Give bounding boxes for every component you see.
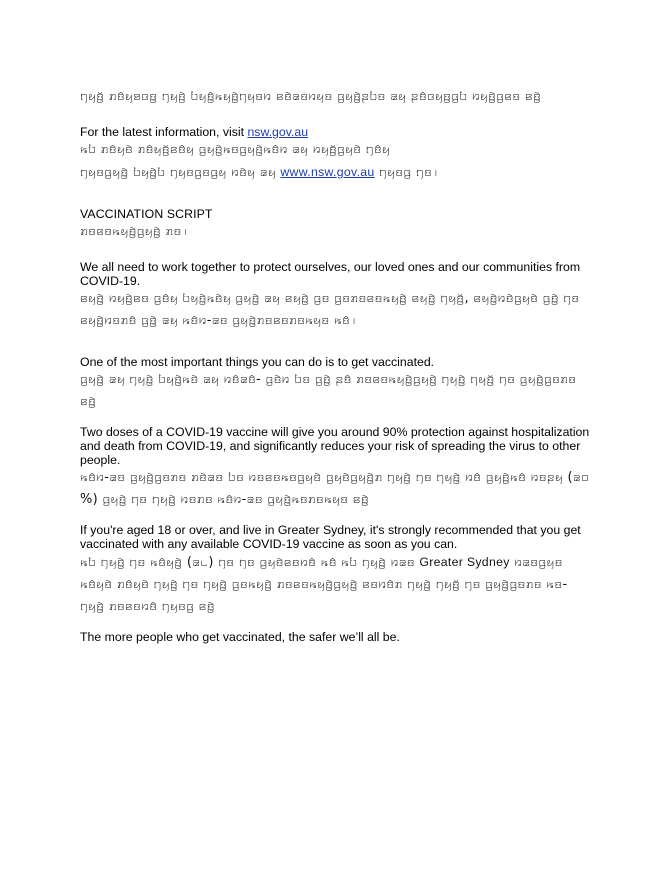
vaccination-heading-en: VACCINATION SCRIPT <box>80 207 213 221</box>
paragraph-4-en: If you're aged 18 or over, and live in Greater Sydney, it's strongly recommended that you get vaccinated with any available COVID-19 vaccine as soon as you can. <box>80 523 581 551</box>
paragraph-2-native: ꤞꤟꤢꤧ꤭ ꤘꤟ ꤚꤟꤢꤧ꤭ ꤝꤟꤢꤧ꤭ꤒꤢꤧ ꤘꤟ ꤙꤢꤨꤘꤢꤨ- ꤞꤢꤧꤙ ꤝꤢ ꤞꤢꤧ꤭ ꤔꤢꤨ ꤊꤢꤕꤢꤒꤟꤢꤧ꤭ꤞꤟꤢꤧ꤭ ꤚꤟꤢꤧ꤭ ꤚꤟꤢꤩ꤬ ꤚꤢ ꤞꤟꤢꤧ꤭ꤞꤢꤊꤢ ꤕꤢꤧ꤭ <box>80 372 577 409</box>
paragraph-3-native: ꤒꤢꤨꤙ-ꤘꤢ ꤞꤟꤢꤧ꤭ꤞꤢꤊꤢ ꤊꤢꤧꤘꤢ ꤝꤢ ꤙꤢꤕꤢꤒꤢꤞꤟꤢꤧ ꤞꤟꤢꤧꤞꤟꤢꤧ꤭ꤊ ꤚꤟꤢꤧ꤭ ꤚꤢ ꤚꤟꤢꤧ꤭ ꤙꤢꤨ ꤞꤟꤢꤧ꤭ꤒꤢꤨ ꤙꤢꤔꤟ (꤁꤀ %) ꤞꤟꤢꤧ꤭ ꤚꤢ ꤚꤟꤢꤧ꤭ ꤙꤢꤊꤢ ꤒꤢꤨꤙ-ꤘꤢ ꤞꤟꤢꤧ꤭ꤒꤢꤊꤢꤒꤟꤢ ꤕꤢꤧ꤭ <box>80 470 590 507</box>
latest-info-native-suffix: ꤚꤟꤢꤞ ꤚꤢ꤯ <box>379 165 441 180</box>
latest-info-native-line1: ꤒꤝ ꤊꤢꤨꤟꤢꤧ ꤊꤢꤨꤟꤢꤩ꤬ꤕꤢꤨꤟ ꤞꤟꤢꤧ꤭ꤒꤢꤞꤟꤢꤧ꤭ꤒꤢꤨꤙ ꤘꤟ ꤙꤟꤢꤩ꤬ꤞꤟꤢꤧ ꤚꤢꤨꤟ <box>80 142 391 157</box>
greater-sydney-label: Greater Sydney <box>419 555 510 569</box>
latest-info-native-line2 <box>80 161 590 184</box>
latest-info-native-text: ꤚꤟꤢꤞꤟꤢꤧ꤭ ꤝꤟꤢꤧ꤭ꤝ ꤚꤟꤢꤞꤢꤞꤟ ꤙꤢꤧꤟ ꤘꤟ <box>80 165 276 180</box>
paragraph-1-en: We all need to work together to protect ourselves, our loved ones and our communities from COVID-19. <box>80 260 581 288</box>
paragraph-2-en: One of the most important things you can do is to get vaccinated. <box>80 355 435 369</box>
paragraph-4-native-a: ꤒꤝ ꤚꤟꤢꤧ꤭ ꤚꤢ ꤒꤢꤨꤟꤢꤧ꤭ (꤁꤈) ꤚꤢ ꤚꤢ ꤞꤟꤢꤧꤕꤢꤙꤢꤨ ꤒꤢꤨ ꤒꤝ ꤚꤟꤢꤧ꤭ ꤙꤘꤢ <box>80 555 415 570</box>
intro-native-text: ꤚꤟꤢꤩ꤬ ꤊꤢꤨꤟꤤꤍꤢ꤭ ꤚꤟꤢꤧ꤬ ꤝꤟꤢꤨ꤭ꤒꤟꤢꤧ꤭ꤚꤟꤢꤙ ꤕꤢꤧꤘꤢꤦꤙꤟꤢ ꤞꤟꤢꤧ꤭ꤔꤝꤢ ꤘꤟ ꤔꤢꤨꤍꤟꤢ꤭ꤞꤝ ꤙꤟꤢꤧ꤭ꤞꤕꤢ ꤕꤢꤧ꤭ <box>80 89 542 104</box>
paragraph-4-native <box>80 551 590 618</box>
nsw-native-link[interactable]: www.nsw.gov.au <box>280 165 375 179</box>
document-page <box>80 86 590 644</box>
latest-info-native <box>80 139 590 184</box>
paragraph-3-en: Two doses of a COVID-19 vaccine will give you around 90% protection against hospitalization and death from COVID-19, and significantly reduces your risk of spreading the virus to other people. <box>80 425 590 467</box>
vaccination-heading-native: ꤊꤢꤕꤢꤒꤟꤢꤧ꤭ꤞꤟꤢꤧ꤭ ꤊꤢ꤯ <box>80 224 190 239</box>
nsw-link[interactable]: nsw.gov.au <box>247 125 309 139</box>
latest-info-en-prefix: For the latest information, visit <box>80 125 245 139</box>
paragraph-4-native-b: ꤙꤘꤢꤞꤟꤢ ꤒꤢꤨꤟꤢꤧ ꤊꤢꤨꤟꤢꤧ ꤚꤟꤢꤧ꤭ ꤚꤢ ꤚꤟꤢꤧ꤭ ꤞꤢꤒꤟꤢꤧ꤭ ꤊꤢꤕꤢꤒꤟꤢꤧ꤭ꤞꤟꤢꤧ꤭ ꤕꤢꤙꤢꤨꤊ ꤚꤟꤢꤧ꤭ ꤚꤟꤢꤩ꤬ ꤚꤢ ꤞꤟꤢꤧ꤭ꤞꤢꤊꤢ ꤒꤢ- ꤚꤟꤢꤧ꤭ ꤊꤢꤕꤢꤙꤢꤨ ꤚꤟꤢꤞ ꤕꤢꤧ꤭ <box>80 555 568 614</box>
latest-info-en <box>80 125 590 139</box>
paragraph-5-en: The more people who get vaccinated, the safer we’ll all be. <box>80 630 400 644</box>
paragraph-1-native: ꤕꤟꤢꤧ꤭ ꤙꤟꤢꤧ꤭ꤕꤢ ꤞꤢꤨꤟ ꤝꤟꤢꤧ꤭ꤒꤢꤧꤟ ꤞꤟꤢꤧ꤭ ꤘꤟ ꤕꤟꤢꤧ꤭ ꤞꤢ ꤞꤢꤊꤢꤕꤢꤒꤟꤢꤧ꤭ ꤕꤟꤢꤧ꤭ ꤚꤟꤢꤩ꤬, ꤕꤟꤢꤧ꤭ꤙꤢꤧꤞꤟꤢꤧ ꤞꤢꤧ꤭ ꤚꤢ ꤕꤟꤢꤧ꤭ꤙꤢꤊꤢꤨ ꤞꤢꤧ꤭ ꤘꤟ ꤒꤢꤨꤙ-ꤘꤢ ꤞꤟꤢꤧ꤭ꤊꤢꤕꤢꤊꤢꤒꤟꤢ ꤒꤢꤨ꤯ <box>80 291 580 328</box>
